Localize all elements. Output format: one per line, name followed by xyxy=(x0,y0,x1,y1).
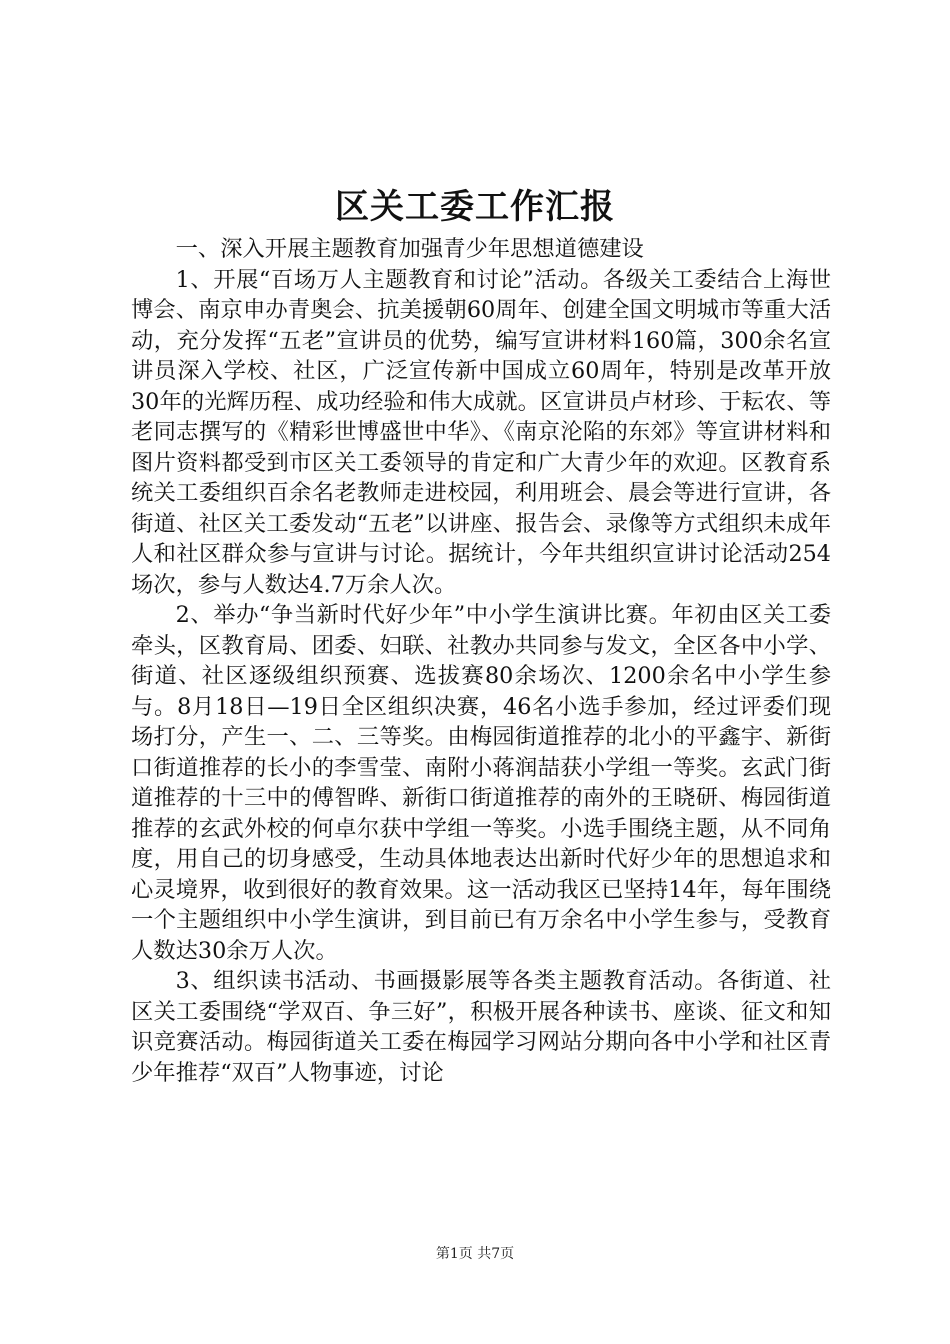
section-heading: 一、深入开展主题教育加强青少年思想道德建设 xyxy=(175,236,644,262)
page-title: 区关工委工作汇报 xyxy=(335,187,615,227)
document-body xyxy=(131,234,831,1088)
paragraph-3: 3、组织读书活动、书画摄影展等各类主题教育活动。各街道、社区关工委围绕“学双百、争三好”，积极开展各种读书、座谈、征文和知识竞赛活动。梅园街道关工委在梅园学习网站分期向各中小学和社区青少年推荐“双百”人物事迹，讨论 xyxy=(131,968,831,1086)
paragraph-1: 1、开展“百场万人主题教育和讨论”活动。各级关工委结合上海世博会、南京申办青奥会、抗美援朝60周年、创建全国文明城市等重大活动，充分发挥“五老”宣讲员的优势，编写宣讲材料160篇，300余名宣讲员深入学校、社区，广泛宣传新中国成立60周年，特别是改革开放30年的光辉历程、成功经验和伟大成就。区宣讲员卢材珍、于耘农、等老同志撰写的《精彩世博盛世中华》、《南京沦陷的东郊》等宣讲材料和图片资料都受到市区关工委领导的肯定和广大青少年的欢迎。区教育系统关工委组织百余名老教师走进校园，利用班会、晨会等进行宣讲，各街道、社区关工委发动“五老”以讲座、报告会、录像等方式组织未成年人和社区群众参与宣讲与讨论。据统计，今年共组织宣讲讨论活动254场次，参与人数达4.7万余人次。 xyxy=(131,266,831,598)
paragraph-2: 2、举办“争当新时代好少年”中小学生演讲比赛。年初由区关工委牵头，区教育局、团委、妇联、社教办共同参与发文，全区各中小学、街道、社区逐级组织预赛、选拔赛80余场次、1200余名中小学生参与。8月18日—19日全区组织决赛，46名小选手参加，经过评委们现场打分，产生一、二、三等奖。由梅园街道推荐的北小的平鑫宇、新街口街道推荐的长小的李雪莹、南附小蒋润喆获小学组一等奖。玄武门街道推荐的十三中的傅智晔、新街口街道推荐的南外的王晓研、梅园街道推荐的玄武外校的何卓尔获中学组一等奖。小选手围绕主题，从不同角度，用自己的切身感受，生动具体地表达出新时代好少年的思想追求和心灵境界，收到很好的教育效果。这一活动我区已坚持14年，每年围绕一个主题组织中小学生演讲，到目前已有万余名中小学生参与，受教育人数达30余万人次。 xyxy=(131,602,831,964)
page-footer: 第1页 共7页 xyxy=(435,1246,515,1262)
